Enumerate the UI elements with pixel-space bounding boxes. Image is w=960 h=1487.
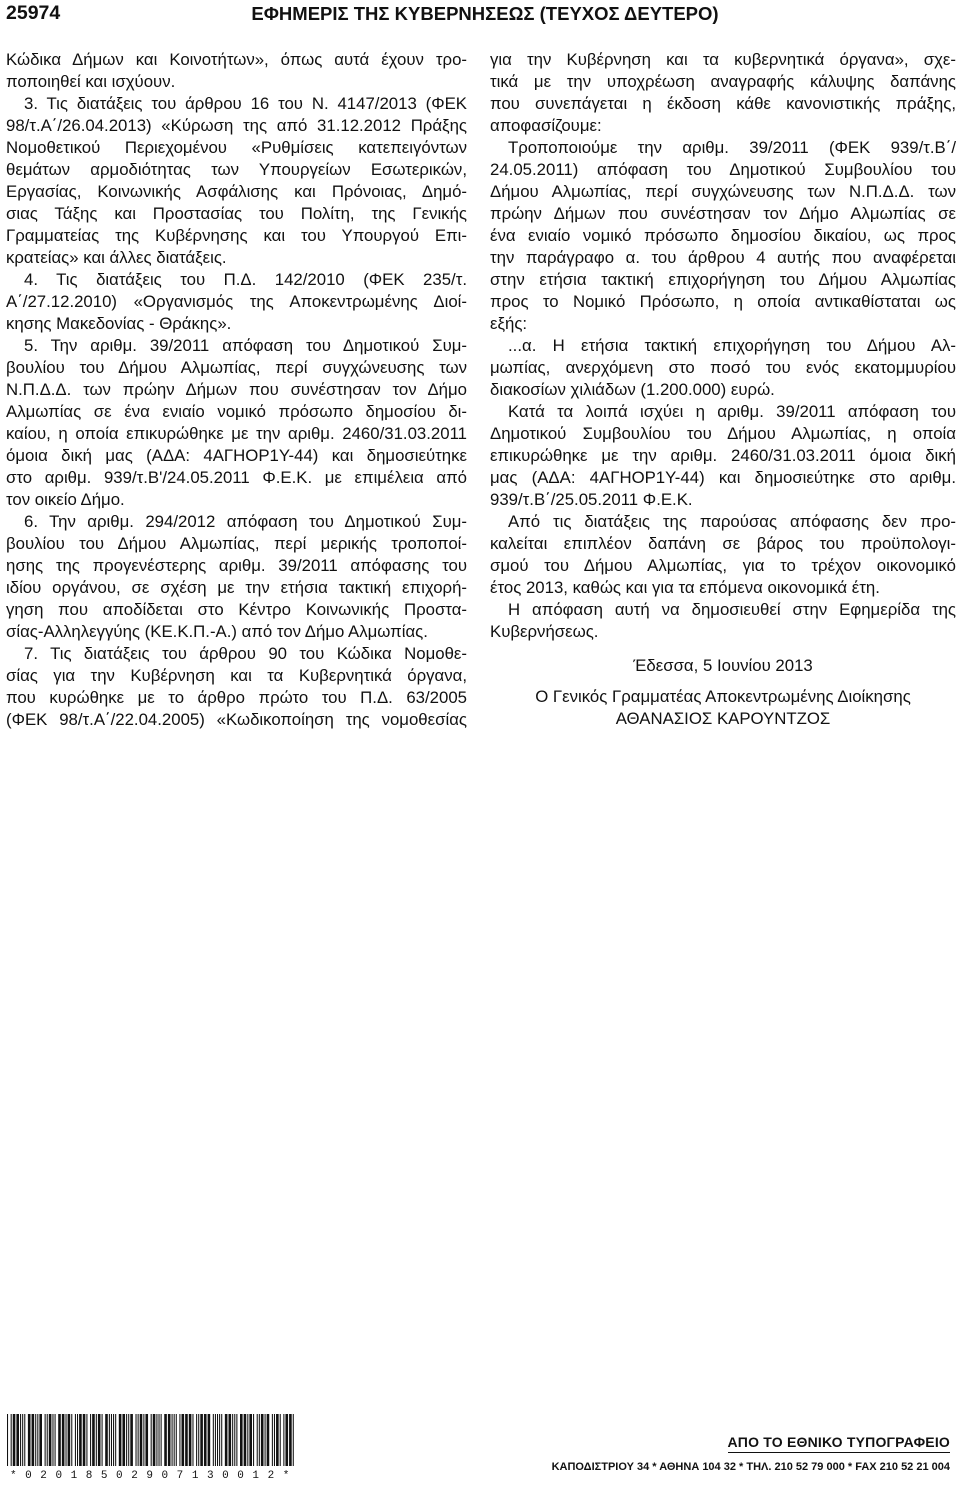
barcode-bar (20, 1414, 21, 1466)
text-line: 7. Τις διατάξεις του άρθρου 90 του Κώδικα Νομοθε- (24, 644, 467, 663)
paragraph (490, 137, 956, 335)
text-line: ησης της προγενέστερης αριθμ. 39/2011 απόφασης του (6, 556, 467, 575)
paragraph (6, 643, 467, 731)
paragraph (490, 511, 956, 599)
text-line: για την Κυβέρνηση και τα κυβερνητικά όργανα», σχε- (490, 50, 956, 69)
paragraph (490, 49, 956, 137)
barcode-bar (280, 1414, 281, 1466)
barcode-bar (259, 1414, 260, 1466)
barcode-bar (130, 1414, 133, 1466)
paragraph (490, 335, 956, 401)
paragraph (6, 269, 467, 335)
text-line: Γραμματείας της Κυβέρνησης και του Υπουργού Επι- (6, 226, 467, 245)
text-line: αποφασίζουμε: (490, 116, 602, 135)
left-column (6, 49, 467, 731)
barcode-bar (204, 1414, 207, 1466)
text-line: Κυβερνήσεως. (490, 622, 599, 641)
barcode-bar (79, 1414, 82, 1466)
barcode-bar (143, 1414, 144, 1466)
barcode-bar (49, 1414, 52, 1466)
barcode-bar (98, 1414, 101, 1466)
text-line: εξής: (490, 314, 528, 333)
barcode-bar (77, 1414, 78, 1466)
text-line: 98/τ.Α΄/26.04.2013) «Κύρωση της από 31.12.2012 Πράξης (6, 116, 467, 135)
text-line: τον οικείο Δήμο. (6, 490, 125, 509)
text-line: Δήμου Αλμωπίας, περί συγχώνευσης των Ν.Π.Δ.Δ. των (490, 182, 956, 201)
barcode-bar (215, 1414, 216, 1466)
barcode-bar (28, 1414, 31, 1466)
text-line: Α΄/27.12.2010) «Οργανισμός της Αποκεντρωμένης Διοί- (6, 292, 467, 311)
barcode-bar (71, 1414, 72, 1466)
barcode-bar (37, 1414, 38, 1466)
barcode-bar (236, 1414, 237, 1466)
text-line: έτος 2013, καθώς και για τα επόμενα οικονομικά έτη. (490, 578, 880, 597)
barcode-bar (145, 1414, 148, 1466)
text-line: 4. Τις διατάξεις του Π.Δ. 142/2010 (ΦΕΚ 235/τ. (24, 270, 467, 289)
barcode-bar (52, 1414, 53, 1466)
text-line: κησης Μακεδονίας - Θράκης». (6, 314, 232, 333)
barcode-bar (192, 1414, 193, 1466)
barcode-bar (7, 1414, 8, 1466)
text-line: σιας Τάξης και Προστασίας του Πολίτη, της Γενικής (6, 204, 467, 223)
barcode-bar (102, 1414, 103, 1466)
text-line: μας (ΑΔΑ: 4ΑΓΗΟΡ1Υ-44) και δημοσιεύτηκε στο αριθμ. (490, 468, 956, 487)
barcode-bar (208, 1414, 211, 1466)
paragraph (6, 335, 467, 511)
barcode-bar (13, 1414, 16, 1466)
text-line: μωπίας, ανερχόμενη στο ποσό του ενός εκατομμυρίου (490, 358, 956, 377)
signatory-title: Ο Γενικός Γραμματέας Αποκεντρωμένης Διοίκησης (535, 687, 911, 706)
text-line: 5. Την αριθμ. 39/2011 απόφαση του Δημοτικού Συμ- (24, 336, 467, 355)
barcode-bar (240, 1414, 243, 1466)
barcode-bar (221, 1414, 222, 1466)
barcode-bar (289, 1414, 292, 1466)
barcode-bar (22, 1414, 23, 1466)
barcode-bar (172, 1414, 173, 1466)
text-line: 6. Την αριθμ. 294/2012 απόφαση του Δημοτικού Συμ- (24, 512, 467, 531)
barcode-bar (213, 1414, 214, 1466)
barcode-bar (156, 1414, 157, 1466)
barcode-bar (229, 1414, 232, 1466)
text-line: σίας για την Κυβέρνηση και τα Κυβερνητικά όργανα, (6, 666, 467, 685)
barcode-bar (257, 1414, 258, 1466)
barcode-bar (168, 1414, 171, 1466)
barcode-bar (138, 1414, 139, 1466)
text-line: πρώην Δήμων που συνέστησαν τον Δήμο Αλμωπίας σε (490, 204, 956, 223)
barcode-bar (283, 1414, 284, 1466)
barcode-bar (16, 1414, 19, 1466)
text-line: ιδίου οργάνου, σε σχέση με την ετήσια τακτική επιχορή- (6, 578, 467, 597)
barcode-bar (164, 1414, 167, 1466)
page-number: 25974 (6, 2, 61, 24)
text-line: θεμάτων αρμοδιότητας των Υπουργείων Εσωτερικών, (6, 160, 467, 179)
barcode-bar (232, 1414, 233, 1466)
text-line: στην ετήσια τακτική επιχορήγηση του Δήμου Αλμωπίας (490, 270, 956, 289)
barcode-bar (219, 1414, 220, 1466)
text-line: Νομοθετικού Περιεχομένου «Ρυθμίσεις κατεπειγόντων (6, 138, 467, 157)
text-line: προς το Νομικό Πρόσωπο, η οποία αντικαθίσταται ως (490, 292, 956, 311)
barcode-bar (83, 1414, 86, 1466)
paragraph (490, 599, 956, 643)
barcode-bar (198, 1414, 199, 1466)
text-line: Δημοτικού Συμβουλίου του Δήμου Αλμωπίας, η οποία (490, 424, 956, 443)
text-line: Ν.Π.Δ.Δ. των πρώην Δήμων που συνέστησαν τον Δήμο (6, 380, 467, 399)
barcode-bar (153, 1414, 156, 1466)
text-line: Από τις διατάξεις της παρούσας απόφασης δεν προ- (508, 512, 956, 531)
place-date: Έδεσσα, 5 Ιουνίου 2013 (633, 656, 813, 675)
running-title: ΕΦΗΜΕΡΙΣ ΤΗΣ ΚΥΒΕΡΝΗΣΕΩΣ (ΤΕΥΧΟΣ ΔΕΥΤΕΡΟ) (251, 3, 719, 24)
text-line: τικά με την υποχρέωση αναγραφής κάλυψης δαπάνης (490, 72, 956, 91)
barcode-bar (136, 1414, 137, 1466)
barcode-bar (244, 1414, 247, 1466)
barcode-bar (75, 1414, 76, 1466)
barcode-bar (272, 1414, 273, 1466)
text-line: 3. Τις διατάξεις του άρθρου 16 του Ν. 4147/2013 (ΦΕΚ (24, 94, 467, 113)
barcode-bar (176, 1414, 177, 1466)
barcode-bar (111, 1414, 112, 1466)
barcode-bar (265, 1414, 266, 1466)
text-line: Η απόφαση αυτή να δημοσιευθεί στην Εφημερίδα της (508, 600, 956, 619)
barcode-bar (182, 1414, 185, 1466)
barcode-bar (189, 1414, 192, 1466)
barcode-bar (126, 1414, 127, 1466)
text-line: βουλίου του Δήμου Αλμωπίας, περί μερικής τροποποί- (6, 534, 467, 553)
paragraph (6, 49, 467, 93)
barcode (6, 1414, 298, 1466)
barcode-bar (86, 1414, 87, 1466)
barcode-bar (285, 1414, 288, 1466)
barcode-bar (119, 1414, 122, 1466)
barcode-bar (105, 1414, 108, 1466)
barcode-bar (225, 1414, 228, 1466)
barcode-bar (128, 1414, 129, 1466)
text-line: (ΦΕΚ 98/τ.Α΄/22.04.2005) «Κωδικοποίηση της νομοθεσίας (6, 710, 467, 729)
barcode-bar (293, 1414, 294, 1466)
text-line: σμού του Δήμου Αλμωπίας, για το τρέχον οικονομικό (490, 556, 956, 575)
barcode-bar (274, 1414, 275, 1466)
text-line: ποποιηθεί και ισχύουν. (6, 72, 176, 91)
barcode-bar (62, 1414, 65, 1466)
barcode-bar (68, 1414, 71, 1466)
barcode-bar (96, 1414, 97, 1466)
barcode-bar (217, 1414, 218, 1466)
barcode-bar (109, 1414, 110, 1466)
barcode-bar (234, 1414, 235, 1466)
text-line: γηση που αποδίδεται στο Κέντρο Κοινωνικής Προστα- (6, 600, 467, 619)
barcode-bar (58, 1414, 61, 1466)
text-line: βουλίου του Δήμου Αλμωπίας, περί συγχώνευσης των (6, 358, 467, 377)
right-column (490, 49, 956, 643)
text-line: την παράγραφο α. του άρθρου 4 αυτής που αναφέρεται (490, 248, 956, 267)
barcode-bar (47, 1414, 48, 1466)
barcode-bar (39, 1414, 42, 1466)
text-line: σίας-Αλληλεγγύης (ΚΕ.Κ.Π.-Α.) από τον Δήμο Αλμωπίας. (6, 622, 428, 641)
paragraph (6, 511, 467, 643)
text-line: καλείται επιπλέον δαπάνη σε βάρος του προϋπολογι- (490, 534, 956, 553)
text-line: 939/τ.Β΄/25.05.2011 Φ.Ε.Κ. (490, 490, 693, 509)
text-line: ...α. Η ετήσια τακτική επιχορήγηση του Δήμου Αλ- (508, 336, 956, 355)
barcode-bar (276, 1414, 279, 1466)
barcode-bar (261, 1414, 264, 1466)
barcode-bar (249, 1414, 252, 1466)
barcode-bar (66, 1414, 67, 1466)
text-line: όμοια δική μας (ΑΔΑ: 4ΑΓΗΟΡ1Υ-44) και δημοσιεύτηκε (6, 446, 467, 465)
barcode-bar (253, 1414, 254, 1466)
barcode-bar (11, 1414, 12, 1466)
text-line: επικυρώθηκε με την αριθμ. 2460/31.03.2011 όμοια δική (490, 446, 956, 465)
paragraph (490, 401, 956, 511)
barcode-bar (196, 1414, 197, 1466)
text-line: 24.05.2011) απόφαση του Δημοτικού Συμβουλίου του (490, 160, 956, 179)
barcode-bar (32, 1414, 35, 1466)
barcode-bar (45, 1414, 46, 1466)
barcode-bar (161, 1414, 162, 1466)
barcode-bar (55, 1414, 56, 1466)
barcode-number: *02018502907130012* (10, 1470, 298, 1482)
signatory-name: ΑΘΑΝΑΣΙΟΣ ΚΑΡΟΥΝΤΖΟΣ (615, 709, 831, 728)
barcode-bar (24, 1414, 25, 1466)
barcode-bar (185, 1414, 188, 1466)
barcode-bar (113, 1414, 114, 1466)
text-line: κρατείας» και άλλες διατάξεις. (6, 248, 227, 267)
barcode-bar (35, 1414, 36, 1466)
text-line: που συνεπάγεται η έκδοση κάθε κανονιστικής πράξης, (490, 94, 956, 113)
barcode-bar (267, 1414, 270, 1466)
text-line: Εργασίας, Κοινωνικής Ασφάλισης και Πρόνοιας, Δημό- (6, 182, 467, 201)
barcode-bar (159, 1414, 160, 1466)
barcode-bar (179, 1414, 180, 1466)
publisher-label: ΑΠΟ ΤΟ ΕΘΝΙΚΟ ΤΥΠΟΓΡΑΦΕΙΟ (728, 1433, 951, 1453)
publisher-address: ΚΑΠΟΔΙΣΤΡΙΟΥ 34 * ΑΘΗΝΑ 104 32 * ΤΗΛ. 210 52 79 000 * FAX 210 52 21 004 (551, 1461, 950, 1473)
text-line: καίου, η οποία επικυρώθηκε με την αριθμ. 2460/31.03.2011 (6, 424, 467, 443)
barcode-bar (122, 1414, 125, 1466)
barcode-bar (92, 1414, 95, 1466)
text-line: που κυρώθηκε με το άρθρο πρώτο του Π.Δ. 63/2005 (6, 688, 467, 707)
barcode-bar (115, 1414, 116, 1466)
barcode-bar (151, 1414, 152, 1466)
barcode-bar (200, 1414, 203, 1466)
text-line: Τροποποιούμε την αριθμ. 39/2011 (ΦΕΚ 939/τ.Β΄/ (508, 138, 956, 157)
barcode-bar (90, 1414, 91, 1466)
text-line: Κώδικα Δήμων και Κοινοτήτων», όπως αυτά έχουν τρο- (6, 50, 467, 69)
barcode-bar (174, 1414, 175, 1466)
paragraph (6, 93, 467, 269)
barcode-bar (140, 1414, 143, 1466)
barcode-bar (247, 1414, 248, 1466)
text-line: διακοσίων χιλιάδων (1.200.000) ευρώ. (490, 380, 775, 399)
text-line: ένα ενιαίο νομικό πρόσωπο δημοσίου δικαίου, ως προς (490, 226, 956, 245)
text-line: στο αριθμ. 939/τ.Β'/24.05.2011 Φ.Ε.Κ. με επιμέλεια από (6, 468, 467, 487)
text-line: Κατά τα λοιπά ισχύει η αριθμ. 39/2011 απόφαση του (508, 402, 956, 421)
text-line: Αλμωπίας σε ένα ενιαίο νομικό πρόσωπο δημοσίου δι- (6, 402, 467, 421)
